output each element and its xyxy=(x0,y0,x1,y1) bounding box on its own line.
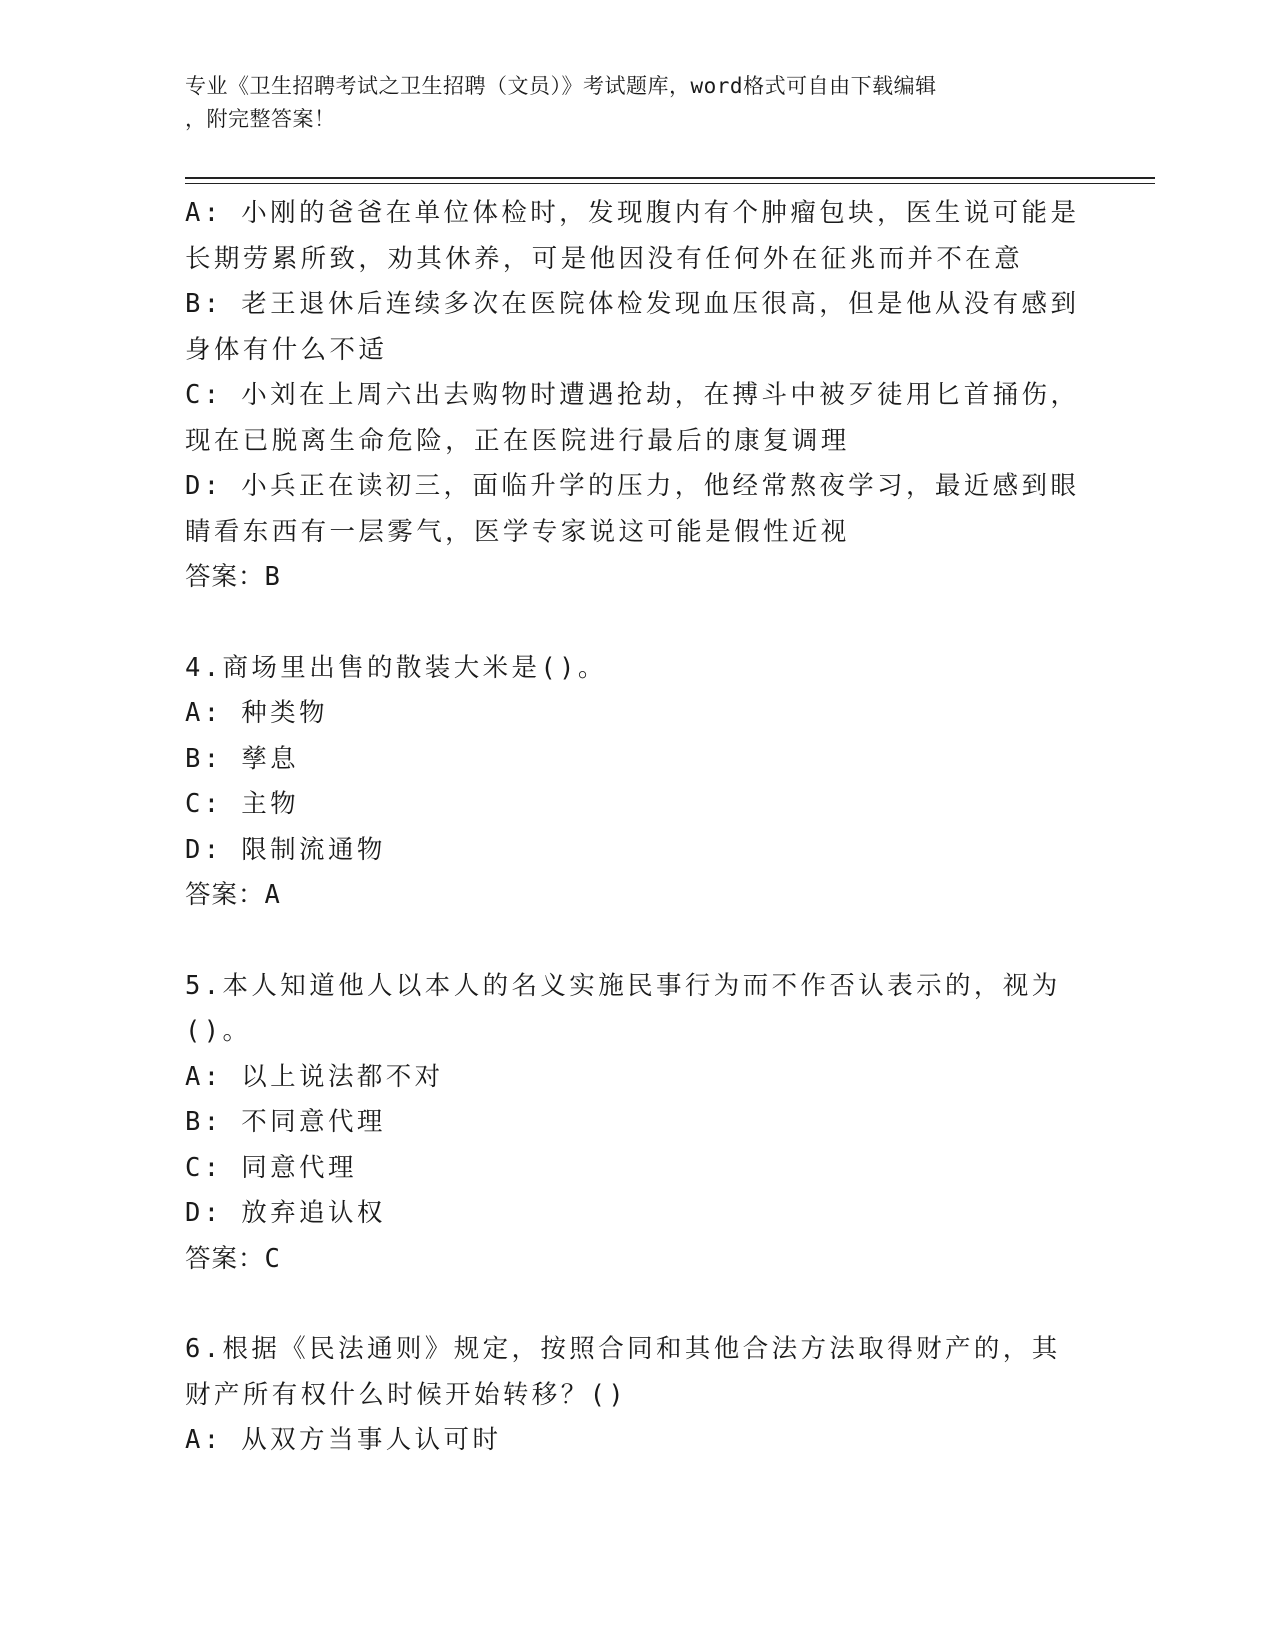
question-text: 4.商场里出售的散装大米是()。 xyxy=(185,652,607,683)
question-block-6 xyxy=(185,1327,1085,1464)
option-b: B: 孳息 xyxy=(185,743,300,774)
answer-label: 答案：B xyxy=(185,562,281,592)
question-text-line-2: ()。 xyxy=(185,1016,252,1046)
question-content xyxy=(185,191,1085,1509)
question-text-line-2: 财产所有权什么时候开始转移？() xyxy=(185,1379,628,1410)
header-rule-thin xyxy=(185,183,1155,184)
option-d-line-1: D: 小兵正在读初三，面临升学的压力，他经常熬夜学习，最近感到眼 xyxy=(185,471,1080,501)
question-block-3 xyxy=(185,191,1085,601)
option-d-line-2: 睛看东西有一层雾气，医学专家说这可能是假性近视 xyxy=(185,516,850,547)
question-block-4 xyxy=(185,646,1085,919)
question-block-5 xyxy=(185,964,1085,1283)
option-d: D: 放弃追认权 xyxy=(185,1198,386,1228)
option-c-line-2: 现在已脱离生命危险，正在医院进行最后的康复调理 xyxy=(185,425,850,456)
option-b-line-1: B: 老王退休后连续多次在医院体检发现血压很高，但是他从没有感到 xyxy=(185,289,1080,319)
option-d: D: 限制流通物 xyxy=(185,834,386,865)
answer-label: 答案：A xyxy=(185,880,281,910)
question-text-line-1: 6.根据《民法通则》规定，按照合同和其他合法方法取得财产的，其 xyxy=(185,1334,1061,1364)
option-a: A: 种类物 xyxy=(185,698,328,728)
header-line-1: 专业《卫生招聘考试之卫生招聘（文员）》考试题库，word格式可自由下载编辑 xyxy=(185,74,937,98)
option-c-line-1: C: 小刘在上周六出去购物时遭遇抢劫，在搏斗中被歹徒用匕首捅伤， xyxy=(185,380,1080,410)
document-header xyxy=(185,70,1065,136)
option-a-line-1: A: 小刚的爸爸在单位体检时，发现腹内有个肿瘤包块，医生说可能是 xyxy=(185,198,1080,228)
option-c: C: 同意代理 xyxy=(185,1152,357,1183)
option-b-line-2: 身体有什么不适 xyxy=(185,334,388,365)
header-rule-thick xyxy=(185,177,1155,179)
option-c: C: 主物 xyxy=(185,789,300,819)
option-a-line-2: 长期劳累所致，劝其休养，可是他因没有任何外在征兆而并不在意 xyxy=(185,243,1024,274)
header-line-2: ，附完整答案！ xyxy=(185,107,336,131)
option-b: B: 不同意代理 xyxy=(185,1107,386,1137)
option-a: A: 从双方当事人认可时 xyxy=(185,1425,502,1455)
answer-label: 答案：C xyxy=(185,1243,281,1274)
option-a: A: 以上说法都不对 xyxy=(185,1061,444,1092)
question-text-line-1: 5.本人知道他人以本人的名义实施民事行为而不作否认表示的，视为 xyxy=(185,970,1061,1001)
